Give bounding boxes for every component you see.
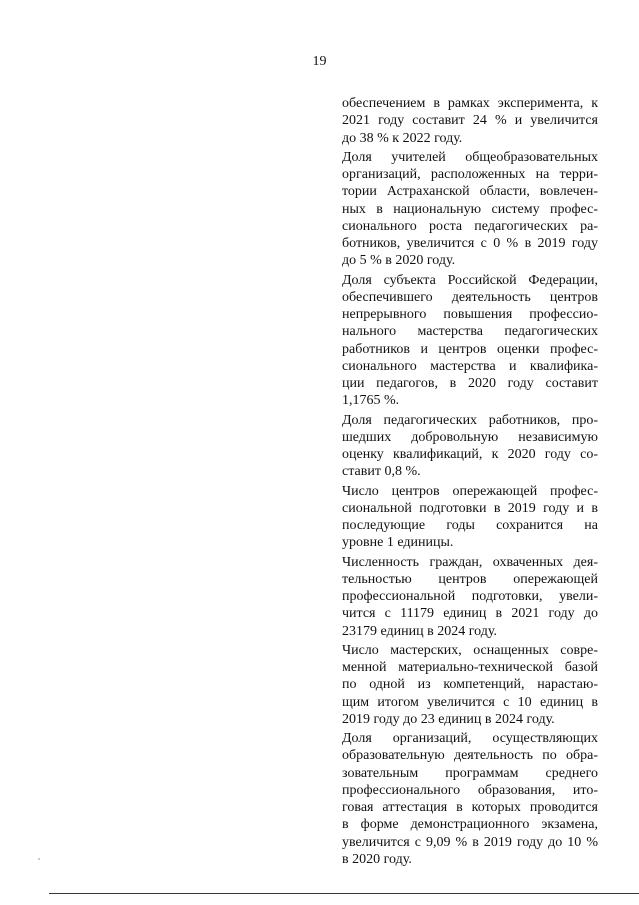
text-line: последующие годы сохранится на <box>342 518 598 533</box>
text-line: Численность граждан, охваченных дея- <box>342 554 598 570</box>
text-line: 2019 году до 23 единиц в 2024 году. <box>342 711 555 727</box>
text-line: тельностью центров опережающей <box>342 571 598 587</box>
text-line: ставит 0,8 %. <box>342 464 421 480</box>
text-column <box>342 95 598 868</box>
text-line: Число мастерских, оснащенных совре- <box>342 642 598 658</box>
text-line: ции педагогов, в 2020 году составит <box>342 376 598 391</box>
paragraph <box>342 642 598 728</box>
text-line: уровне 1 единицы. <box>342 535 454 551</box>
text-line: работников и центров оценки профес- <box>342 341 598 357</box>
text-line: обеспечением в рамках эксперимента, к <box>342 96 598 111</box>
text-line: Доля педагогических работников, про- <box>342 412 598 428</box>
text-line: сионального роста педагогических ра- <box>342 218 598 234</box>
text-line: образовательную деятельность по обра- <box>342 748 598 764</box>
text-line: сионального мастерства и квалифика- <box>342 358 598 374</box>
text-line: до 38 % к 2022 году. <box>342 130 463 146</box>
text-line: зовательным программам среднего <box>342 765 598 781</box>
text-line: 2021 году составит 24 % и увеличится <box>342 113 598 129</box>
text-line: профессиональной подготовки, увели- <box>342 589 598 604</box>
text-line: щим итогом увеличится с 10 единиц в <box>342 694 598 710</box>
text-line: обеспечившего деятельность центров <box>342 289 598 305</box>
paragraph <box>342 483 598 552</box>
paragraph <box>342 272 598 410</box>
text-line: Доля субъекта Российской Федерации, <box>342 272 598 288</box>
paragraph <box>342 412 598 481</box>
text-line: Число центров опережающей профес- <box>342 483 598 499</box>
text-line: чится с 11179 единиц в 2021 году до <box>342 606 598 622</box>
text-line: организаций, расположенных на терри- <box>342 167 598 182</box>
text-line: 23179 единиц в 2024 году. <box>342 623 497 639</box>
text-line: увеличится с 9,09 % в 2019 году до 10 % <box>342 834 598 850</box>
scan-speck <box>38 858 40 860</box>
text-line: тории Астраханской области, вовлечен- <box>342 184 598 200</box>
paragraph <box>342 554 598 640</box>
paragraph <box>342 730 598 868</box>
text-line: нального мастерства педагогических <box>342 324 598 340</box>
text-line: профессионального образования, ито- <box>342 782 598 798</box>
text-line: говая аттестация в которых проводится <box>342 800 598 815</box>
text-line: в форме демонстрационного экзамена, <box>342 817 598 833</box>
text-line: ботников, увеличится с 0 % в 2019 году <box>342 236 598 251</box>
text-line: Доля организаций, осуществляющих <box>342 731 598 746</box>
text-line: непрерывного повышения профессио- <box>342 307 598 322</box>
text-line: 1,1765 %. <box>342 393 400 409</box>
paragraph <box>342 149 598 270</box>
text-line: Доля учителей общеобразовательных <box>342 149 598 165</box>
text-line: ных в национальную систему профес- <box>342 201 598 217</box>
text-line: в 2020 году. <box>342 851 412 867</box>
paragraph <box>342 95 598 147</box>
text-line: сиональной подготовки в 2019 году и в <box>342 500 598 516</box>
text-line: шедших добровольную независимую <box>342 429 598 445</box>
text-line: менной материально-технической базой <box>342 660 598 675</box>
page-number: 19 <box>312 54 327 69</box>
text-line: по одной из компетенций, нарастаю- <box>342 677 598 693</box>
text-line: до 5 % в 2020 году. <box>342 253 456 269</box>
bottom-scan-rule <box>49 893 639 894</box>
text-line: оценку квалификаций, к 2020 году со- <box>342 447 598 462</box>
